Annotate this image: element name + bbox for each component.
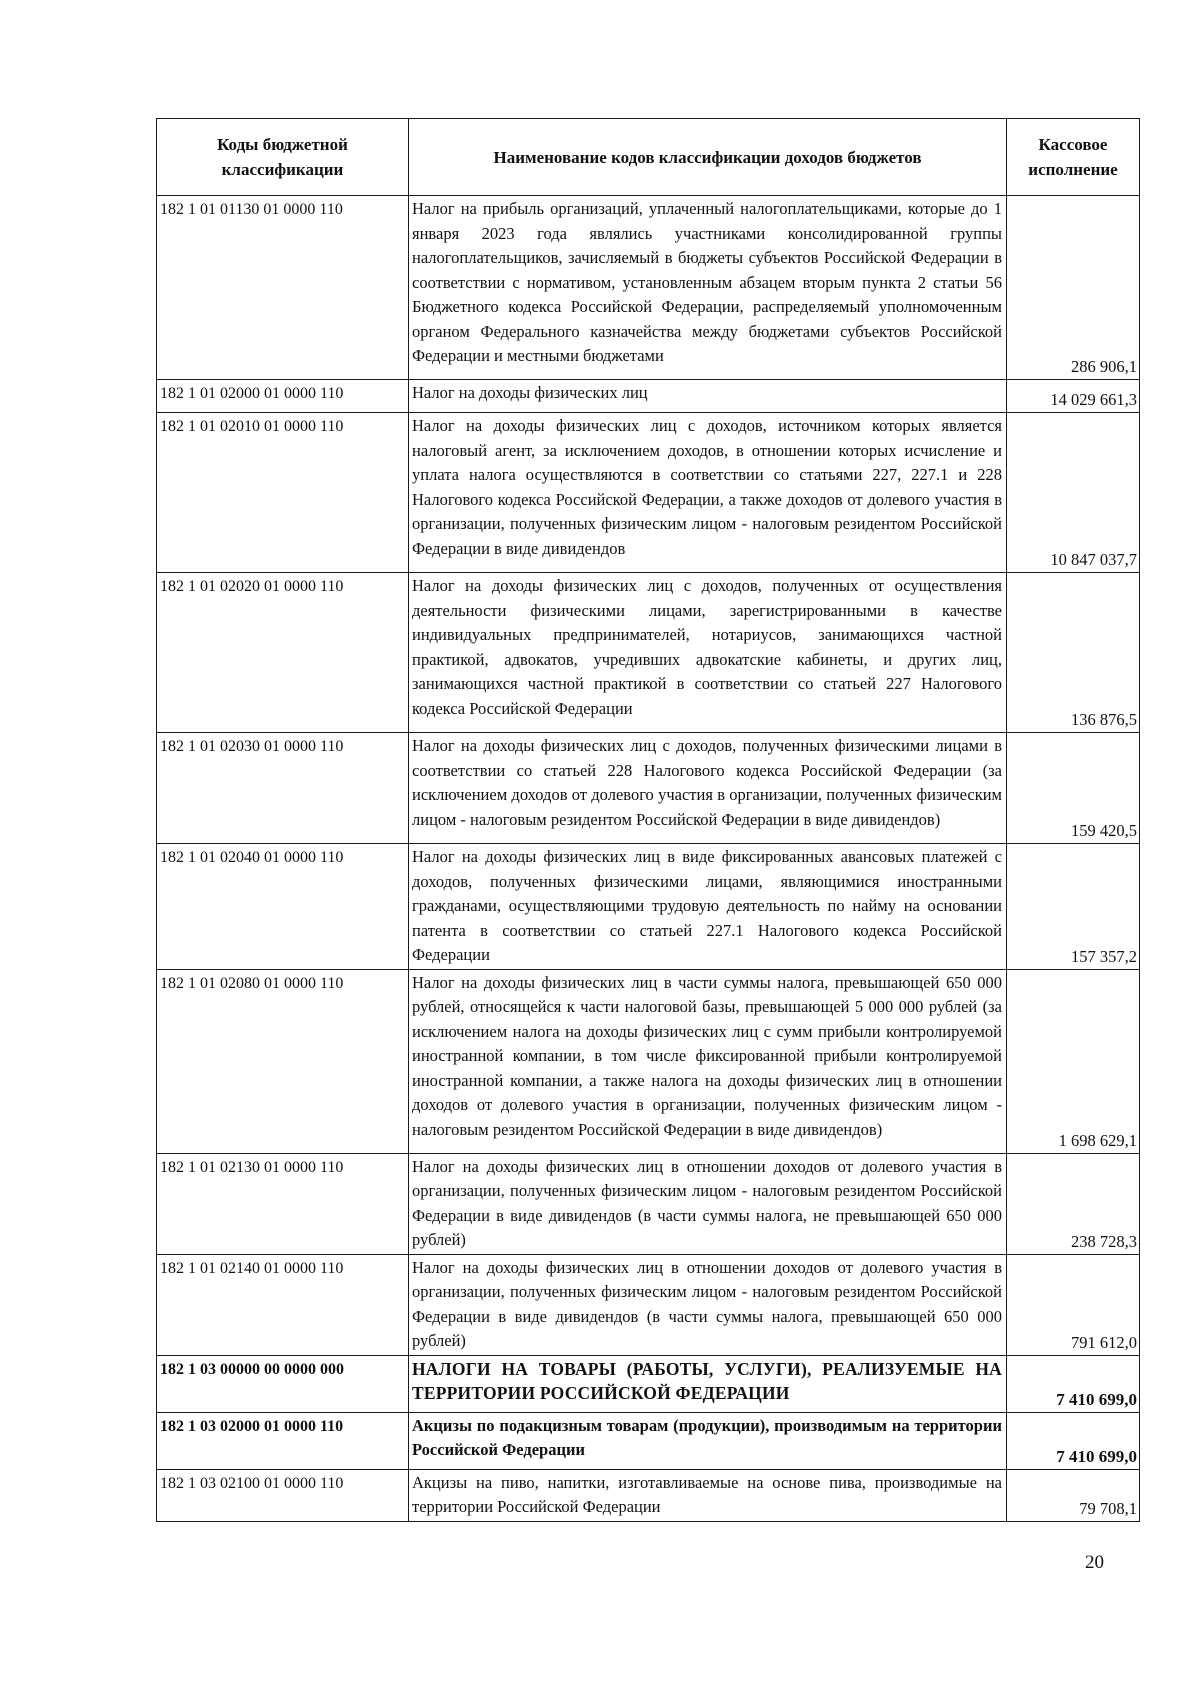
row-amount: 286 906,1 (1007, 196, 1140, 380)
row-amount: 136 876,5 (1007, 573, 1140, 733)
row-amount: 7 410 699,0 (1007, 1355, 1140, 1412)
table-row (157, 380, 1140, 413)
row-code: 182 1 03 02000 01 0000 110 (157, 1412, 409, 1469)
table-header-row (157, 119, 1140, 196)
table-row (157, 1469, 1140, 1521)
table-row (157, 1412, 1140, 1469)
row-name: Налог на доходы физических лиц (409, 380, 1007, 413)
row-code: 182 1 01 02030 01 0000 110 (157, 733, 409, 844)
row-code: 182 1 03 00000 00 0000 000 (157, 1355, 409, 1412)
row-code: 182 1 01 02020 01 0000 110 (157, 573, 409, 733)
table-row (157, 969, 1140, 1153)
row-code: 182 1 01 02140 01 0000 110 (157, 1254, 409, 1355)
row-code: 182 1 01 02040 01 0000 110 (157, 844, 409, 970)
row-code: 182 1 01 02010 01 0000 110 (157, 413, 409, 573)
row-name: Акцизы на пиво, напитки, изготавливаемые на основе пива, производимые на территории Российской Федерации (409, 1469, 1007, 1521)
row-name: Налог на доходы физических лиц с доходов, полученных физическими лицами в соответствии со статьей 228 Налогового кодекса Российской Федерации (за исключением доходов от долевого участия в организации, полученных физическим лицом - налоговым резидентом Российской Федерации в виде дивидендов) (409, 733, 1007, 844)
table-row (157, 1355, 1140, 1412)
row-code: 182 1 01 01130 01 0000 110 (157, 196, 409, 380)
row-name: НАЛОГИ НА ТОВАРЫ (РАБОТЫ, УСЛУГИ), РЕАЛИЗУЕМЫЕ НА ТЕРРИТОРИИ РОССИЙСКОЙ ФЕДЕРАЦИИ (409, 1355, 1007, 1412)
header-amount: Кассовое исполнение (1007, 119, 1140, 196)
page-number: 20 (1085, 1552, 1104, 1573)
row-code: 182 1 01 02130 01 0000 110 (157, 1153, 409, 1254)
row-amount: 79 708,1 (1007, 1469, 1140, 1521)
row-amount: 7 410 699,0 (1007, 1412, 1140, 1469)
budget-revenue-table (156, 118, 1140, 1522)
header-name: Наименование кодов классификации доходов бюджетов (409, 119, 1007, 196)
row-name: Налог на доходы физических лиц с доходов, полученных от осуществления деятельности физическими лицами, зарегистрированными в качестве индивидуальных предпринимателей, нотариусов, занимающихся частной практикой, адвокатов, учредивших адвокатские кабинеты, и других лиц, занимающихся частной практикой в соответствии со статьей 227 Налогового кодекса Российской Федерации (409, 573, 1007, 733)
row-name: Налог на доходы физических лиц в отношении доходов от долевого участия в организации, полученных физическим лицом - налоговым резидентом Российской Федерации в виде дивидендов (в части суммы налога, превышающей 650 000 рублей) (409, 1254, 1007, 1355)
row-name: Налог на доходы физических лиц в части суммы налога, превышающей 650 000 рублей, относящейся к части налоговой базы, превышающей 5 000 000 рублей (за исключением налога на доходы физических лиц с сумм прибыли контролируемой иностранной компании, в том числе фиксированной прибыли контролируемой иностранной компании, а также налога на доходы физических лиц в отношении доходов от долевого участия в организации, полученных физическим лицом - налоговым резидентом Российской Федерации в виде дивидендов) (409, 969, 1007, 1153)
row-code: 182 1 01 02080 01 0000 110 (157, 969, 409, 1153)
table-row (157, 1153, 1140, 1254)
row-amount: 238 728,3 (1007, 1153, 1140, 1254)
table-row (157, 573, 1140, 733)
row-name: Налог на доходы физических лиц в отношении доходов от долевого участия в организации, полученных физическим лицом - налоговым резидентом Российской Федерации в виде дивидендов (в части суммы налога, не превышающей 650 000 рублей) (409, 1153, 1007, 1254)
header-code: Коды бюджетной классификации (157, 119, 409, 196)
table-row (157, 1254, 1140, 1355)
table-row (157, 844, 1140, 970)
row-name: Налог на доходы физических лиц в виде фиксированных авансовых платежей с доходов, полученных физическими лицами, являющимися иностранными гражданами, осуществляющими трудовую деятельность по найму на основании патента в соответствии со статьей 227.1 Налогового кодекса Российской Федерации (409, 844, 1007, 970)
table-row (157, 733, 1140, 844)
row-amount: 1 698 629,1 (1007, 969, 1140, 1153)
row-amount: 157 357,2 (1007, 844, 1140, 970)
table-row (157, 196, 1140, 380)
row-amount: 14 029 661,3 (1007, 380, 1140, 413)
row-amount: 10 847 037,7 (1007, 413, 1140, 573)
row-code: 182 1 03 02100 01 0000 110 (157, 1469, 409, 1521)
row-name: Налог на доходы физических лиц с доходов, источником которых является налоговый агент, за исключением доходов, в отношении которых исчисление и уплата налога осуществляются в соответствии со статьями 227, 227.1 и 228 Налогового кодекса Российской Федерации, а также доходов от долевого участия в организации, полученных физическим лицом - налоговым резидентом Российской Федерации в виде дивидендов (409, 413, 1007, 573)
row-amount: 159 420,5 (1007, 733, 1140, 844)
row-amount: 791 612,0 (1007, 1254, 1140, 1355)
row-name: Акцизы по подакцизным товарам (продукции), производимым на территории Российской Федерации (409, 1412, 1007, 1469)
table-row (157, 413, 1140, 573)
row-name: Налог на прибыль организаций, уплаченный налогоплательщиками, которые до 1 января 2023 года являлись участниками консолидированной группы налогоплательщиков, зачисляемый в бюджеты субъектов Российской Федерации в соответствии с нормативом, установленным абзацем вторым пункта 2 статьи 56 Бюджетного кодекса Российской Федерации, распределяемый уполномоченным органом Федерального казначейства между бюджетами субъектов Российской Федерации и местными бюджетами (409, 196, 1007, 380)
row-code: 182 1 01 02000 01 0000 110 (157, 380, 409, 413)
